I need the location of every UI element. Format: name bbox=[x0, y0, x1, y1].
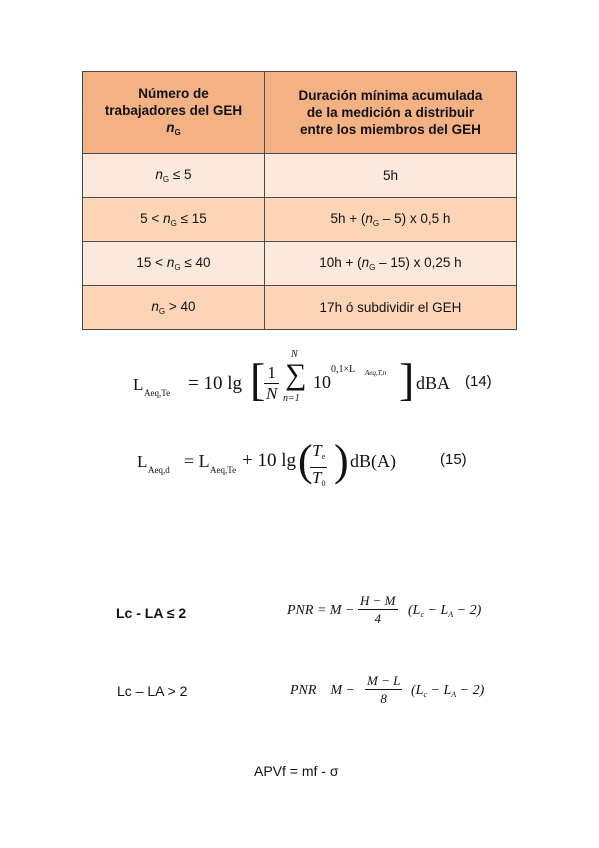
row-duration: $10h + (n_G - 15)$ x 0,25 h bbox=[264, 242, 516, 286]
header-workers bbox=[83, 72, 265, 154]
pnr-1-fraction: $\frac{H - M}{4}$ bbox=[360, 593, 396, 626]
equation-15: L Aeq,d = L Aeq,Te + 10 lg ( $\frac{T_e}{T_0}$ ) dB(A) (15) bbox=[137, 440, 467, 500]
right-bracket: ] bbox=[399, 354, 415, 405]
table-header-row bbox=[83, 72, 517, 154]
row-duration: 5h bbox=[264, 154, 516, 198]
row-condition: $n_G > 40$ bbox=[83, 286, 265, 330]
header-workers-symbol: n bbox=[166, 119, 175, 135]
row-duration: $5h + (n_G - 5)$ x 0,5 h bbox=[264, 198, 516, 242]
apv-formula: APVf = mf - σ bbox=[254, 763, 339, 779]
pnr-1-rest: $(L_c - L_A - 2)$ bbox=[408, 603, 482, 619]
left-paren: ( bbox=[298, 436, 313, 485]
sum-symbol: ∑ bbox=[285, 358, 307, 391]
condition-2-label: Lc – LA > 2 bbox=[117, 683, 188, 699]
header-duration-line3: entre los miembros del GEH bbox=[300, 122, 481, 137]
table-row bbox=[83, 154, 517, 198]
pnr-formula-1: PNR = M − $\frac{H - M}{4}$ $(L_c - L_A - 2)$ bbox=[287, 593, 482, 626]
row-condition: $5 < n_G \le 15$ bbox=[83, 198, 265, 242]
equation-14: L Aeq,Te = 10 lg [ $\frac{1}{N}$ N ∑ n=1 10 0,1×L Aeq,T,n ] dBA (14) bbox=[133, 349, 492, 405]
header-workers-line1: Número de bbox=[138, 85, 209, 101]
left-bracket: [ bbox=[250, 354, 266, 405]
eq15-fraction: $\frac{T_e}{T_0}$ bbox=[312, 441, 326, 488]
condition-1-label: Lc - LA ≤ 2 bbox=[116, 605, 187, 621]
pnr-2-rest: $(L_c - L_A - 2)$ bbox=[411, 683, 485, 699]
table-row bbox=[83, 242, 517, 286]
eq14-fraction: $\frac{1}{N}$ bbox=[266, 363, 278, 403]
header-workers-line2: trabajadores del GEH bbox=[104, 102, 243, 118]
header-workers-symbol-sub: G bbox=[174, 127, 181, 137]
row-duration: 17h ó subdividir el GEH bbox=[264, 286, 516, 330]
header-duration-line2: de la medición a distribuir bbox=[306, 105, 475, 120]
right-paren: ) bbox=[334, 436, 349, 485]
pnr-2-fraction: $\frac{M - L}{8}$ bbox=[367, 673, 401, 706]
row-condition: $n_G \le 5$ bbox=[83, 154, 265, 198]
table-row bbox=[83, 198, 517, 242]
header-duration-line1: Duración mínima acumulada bbox=[298, 88, 483, 103]
table-row bbox=[83, 286, 517, 330]
measurement-duration-table bbox=[82, 71, 517, 330]
header-duration bbox=[264, 72, 516, 154]
pnr-formula-2: PNR M − $\frac{M - L}{8}$ $(L_c - L_A - 2)$ bbox=[290, 673, 485, 706]
row-condition: $15 < n_G \le 40$ bbox=[83, 242, 265, 286]
